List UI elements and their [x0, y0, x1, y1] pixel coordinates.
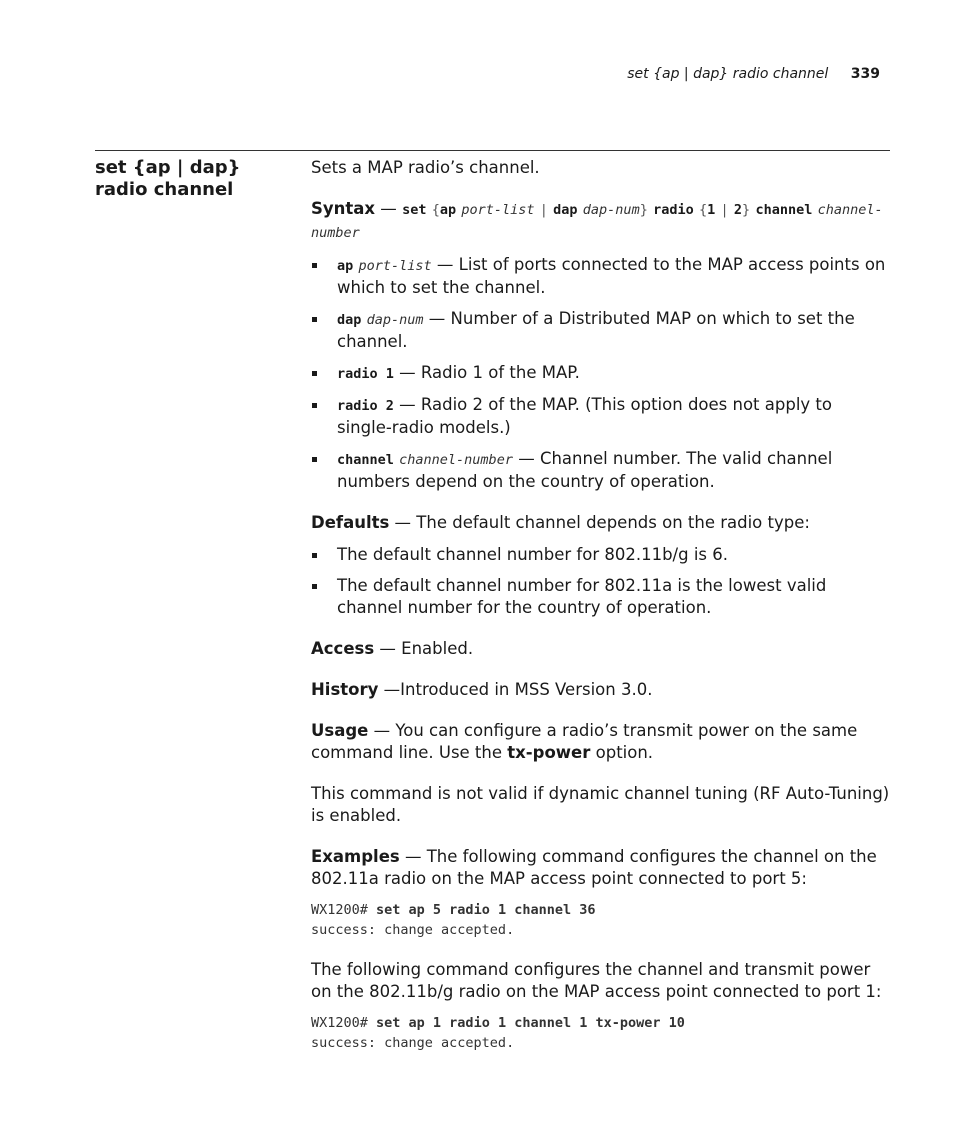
syntax-radio: radio — [653, 202, 694, 218]
param-argument: dap-num — [366, 312, 424, 328]
param-argument: port-list — [358, 258, 432, 274]
syntax-label: Syntax — [311, 199, 376, 218]
syntax-set: set — [402, 202, 427, 218]
history-para — [311, 679, 891, 701]
param-description: — Number of a Distributed MAP on which to set the channel. — [337, 309, 855, 351]
syntax-pipe: | — [539, 202, 548, 218]
syntax-line — [311, 198, 891, 244]
syntax-one: 1 — [707, 202, 716, 218]
param-item — [311, 254, 891, 299]
param-keyword: radio 1 — [337, 366, 394, 382]
code-output: success: change accepted. — [311, 922, 515, 938]
usage-para — [311, 720, 891, 764]
syntax-ap: ap — [439, 202, 457, 218]
syntax-brace-open-2: { — [698, 202, 708, 218]
usage-option: tx-power — [507, 743, 591, 762]
defaults-text: — The default channel depends on the radio type: — [389, 513, 810, 532]
intro-text: Sets a MAP radio’s channel. — [311, 158, 540, 177]
page-number: 339 — [850, 66, 880, 82]
section-rule — [95, 150, 890, 151]
command-body — [311, 157, 891, 1053]
param-item — [311, 362, 891, 385]
syntax-brace-close: } — [639, 202, 648, 218]
syntax-brace-open: { — [431, 202, 440, 218]
syntax-dap-num: dap-num — [582, 202, 640, 218]
defaults-list — [311, 544, 891, 619]
defaults-item: The default channel number for 802.11b/g is 6. — [311, 544, 891, 566]
code-example-1 — [311, 900, 891, 940]
examples-text: — The following command configures the channel on the 802.11a radio on the MAP access point connected to port 5: — [311, 847, 877, 888]
syntax-brace-close-2: } — [742, 202, 751, 218]
history-text: —Introduced in MSS Version 3.0. — [378, 680, 653, 699]
command-heading: set {ap | dap} radio channel — [95, 157, 241, 200]
param-keyword: dap — [337, 312, 362, 328]
param-item — [311, 394, 891, 439]
code-example-2 — [311, 1013, 891, 1053]
usage-text-2: option. — [590, 743, 654, 762]
code-output: success: change accepted. — [311, 1035, 515, 1051]
param-description: — List of ports connected to the MAP access points on which to set the channel. — [337, 255, 886, 297]
syntax-dap: dap — [553, 202, 578, 218]
param-item — [311, 448, 891, 493]
param-description: — Channel number. The valid channel numbers depend on the country of operation. — [337, 449, 833, 491]
param-description: — Radio 1 of the MAP. — [399, 363, 580, 382]
param-keyword: ap — [337, 258, 354, 274]
syntax-channel: channel — [755, 202, 813, 218]
code-prompt: WX1200# — [311, 902, 377, 918]
param-argument: channel-number — [399, 452, 513, 468]
defaults-para — [311, 512, 891, 534]
defaults-label: Defaults — [311, 513, 390, 532]
examples-para-2: The following command configures the channel and transmit power on the 802.11b/g radio on the MAP access point connected to port 1: — [311, 960, 882, 1001]
syntax-two: 2 — [733, 202, 743, 218]
param-item — [311, 308, 891, 353]
syntax-channel-number: channel-number — [311, 202, 883, 241]
usage-label: Usage — [311, 721, 369, 740]
history-label: History — [311, 680, 379, 699]
examples-label: Examples — [311, 847, 400, 866]
access-label: Access — [311, 639, 375, 658]
running-header — [627, 66, 880, 82]
syntax-port-list: port-list — [461, 202, 535, 218]
code-prompt: WX1200# — [311, 1015, 377, 1031]
usage-text: — You can configure a radio’s transmit power on the same command line. Use the — [311, 721, 858, 762]
access-text: — Enabled. — [374, 639, 474, 658]
running-header-title: set {ap | dap} radio channel — [627, 66, 829, 82]
note-para: This command is not valid if dynamic channel tuning (RF Auto-Tuning) is enabled. — [311, 784, 890, 825]
parameter-list — [311, 254, 891, 493]
defaults-item: The default channel number for 802.11a is the lowest valid channel number for the country of operation. — [311, 575, 891, 619]
syntax-dash: — — [375, 199, 403, 218]
param-keyword: radio 2 — [337, 398, 394, 414]
code-command: set ap 5 radio 1 channel 36 — [376, 902, 596, 918]
param-description: — Radio 2 of the MAP. (This option does not apply to single-radio models.) — [337, 395, 832, 437]
access-para — [311, 638, 891, 660]
syntax-pipe-2: | — [720, 202, 729, 218]
code-command: set ap 1 radio 1 channel 1 tx-power 10 — [376, 1015, 685, 1031]
examples-para — [311, 846, 891, 890]
param-keyword: channel — [337, 452, 394, 468]
